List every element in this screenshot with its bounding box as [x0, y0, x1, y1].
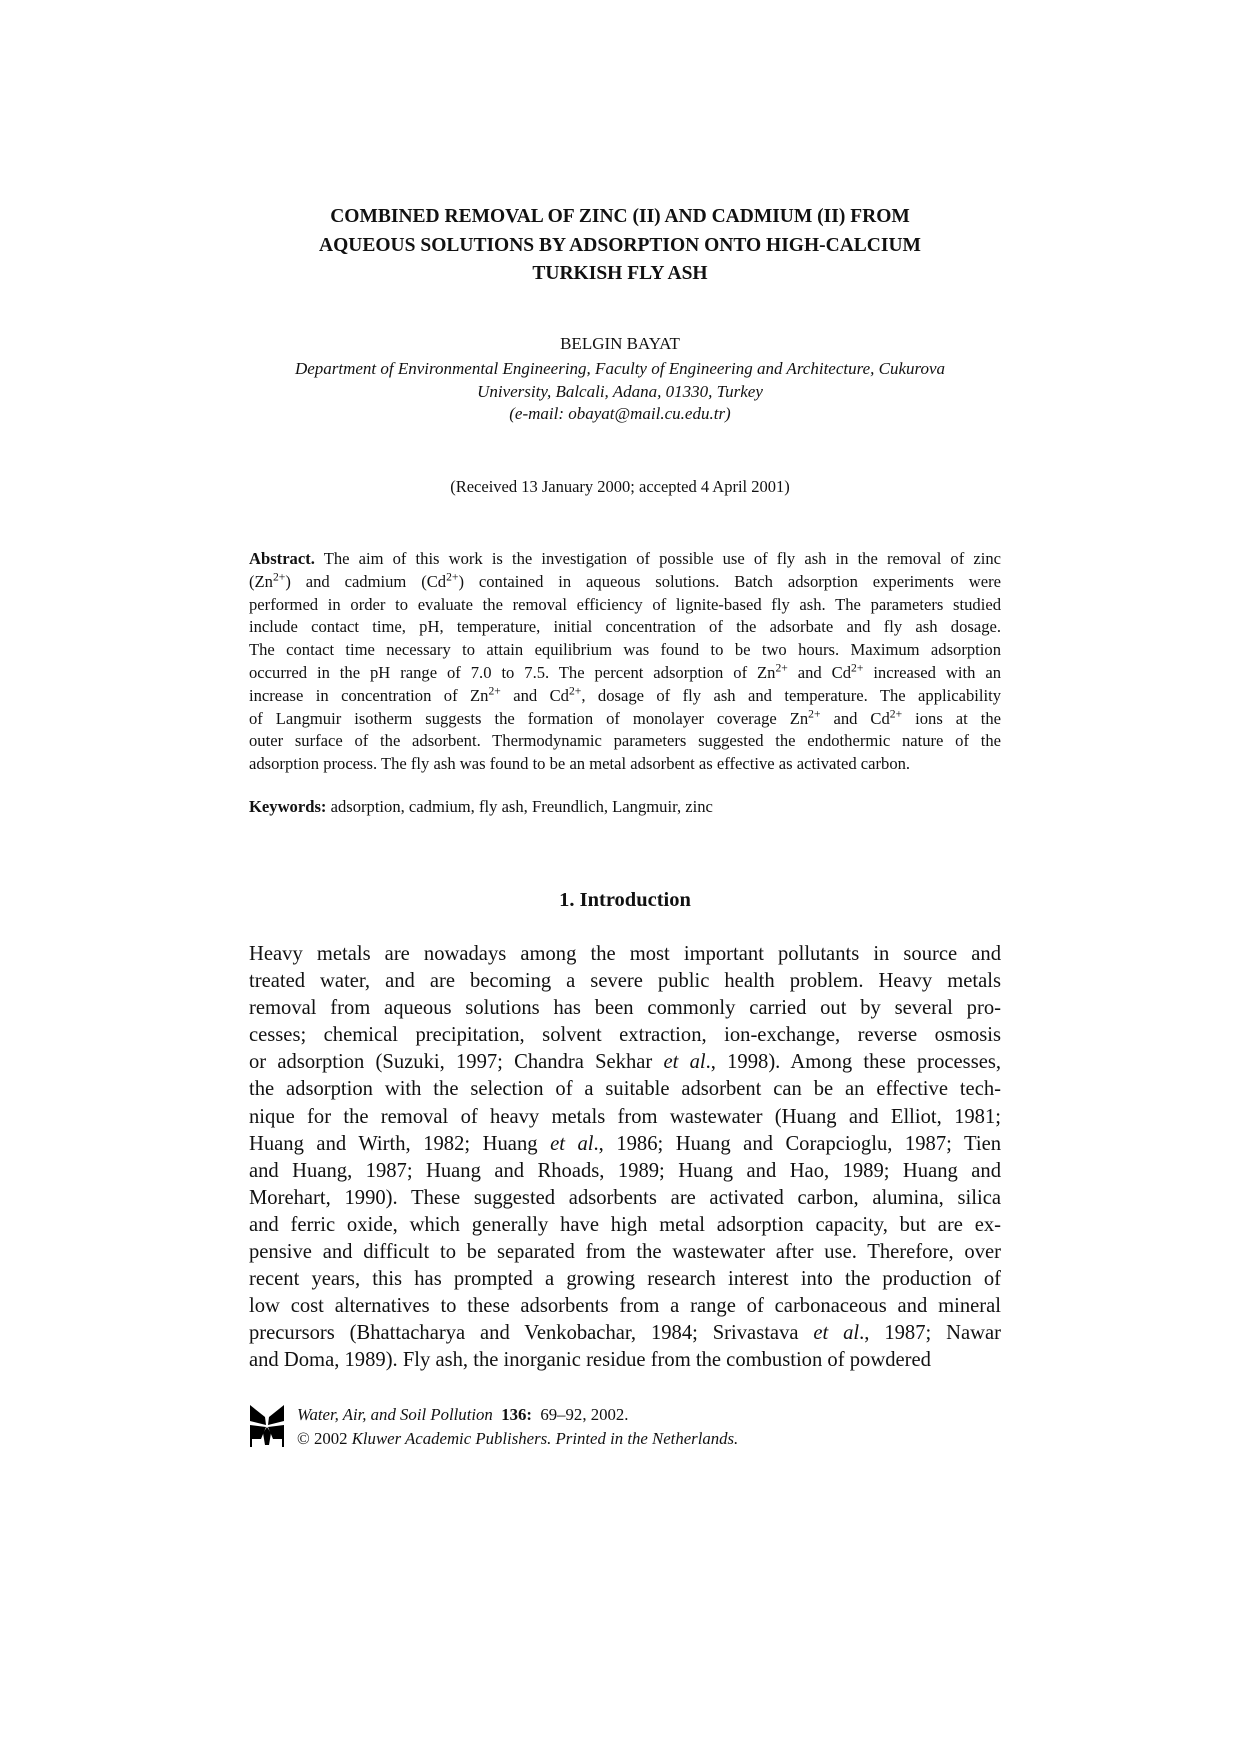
keywords [249, 797, 1001, 817]
abstract-line: increase in concentration of $Zn^{2+}$ and $Cd^{2+}$, dosage of fly ash and temperature. The applicability [249, 684, 1002, 705]
body-line: cesses; chemical precipitation, solvent extraction, ion-exchange, reverse osmosis [249, 1024, 1001, 1047]
abstract-line: include contact time, pH, temperature, initial concentration of the adsorbate and fly ash dosage. [249, 617, 1001, 637]
abstract-line: performed in order to evaluate the removal efficiency of lignite-based fly ash. The parameters studied [249, 594, 1001, 614]
body-line: and Doma, 1989). Fly ash, the inorganic residue from the combustion of powdered [249, 1349, 931, 1372]
citation [297, 1403, 738, 1451]
affiliation-line: University, Balcali, Adana, 01330, Turkey [477, 381, 763, 401]
body-line: precursors (Bhattacharya and Venkobachar, 1984; Srivastava et al., 1987; Nawar [249, 1322, 1001, 1345]
body-line: and ferric oxide, which generally have high metal adsorption capacity, but are ex- [249, 1213, 1001, 1236]
abstract-label: Abstract. [249, 549, 315, 568]
body-line: pensive and difficult to be separated from the wastewater after use. Therefore, over [249, 1241, 1001, 1264]
title-line: TURKISH FLY ASH [532, 263, 708, 284]
body-line: the adsorption with the selection of a suitable adsorbent can be an effective tech- [249, 1078, 1001, 1101]
body-line: treated water, and are becoming a severe public health problem. Heavy metals [249, 970, 1001, 993]
abstract-line: The contact time necessary to attain equilibrium was found to be two hours. Maximum adsorption [249, 640, 1001, 660]
body-line: low cost alternatives to these adsorbents from a range of carbonaceous and mineral [249, 1295, 1001, 1318]
abstract-line: of Langmuir isotherm suggests the formation of monolayer coverage $Zn^{2+}$ and $Cd^{2+}$ ions at the [249, 707, 1001, 728]
section-heading: 1. Introduction [559, 889, 691, 911]
abstract-line: $(Zn^{2+})$ and cadmium $(Cd^{2+})$ contained in aqueous solutions. Batch adsorption experiments were [249, 570, 1001, 591]
body-line: Heavy metals are nowadays among the most important pollutants in source and [249, 943, 1001, 965]
journal-name: Water, Air, and Soil Pollution [297, 1405, 493, 1424]
affiliation [200, 358, 1040, 426]
body-line: Morehart, 1990). These suggested adsorbents are activated carbon, alumina, silica [249, 1186, 1001, 1209]
email: (e-mail: obayat@mail.cu.edu.tr) [509, 404, 731, 423]
body-line: or adsorption (Suzuki, 1997; Chandra Sekhar et al., 1998). Among these processes, [249, 1051, 1002, 1074]
body-line: and Huang, 1987; Huang and Rhoads, 1989; Huang and Hao, 1989; Huang and [249, 1159, 1001, 1182]
volume: 136: [501, 1405, 532, 1424]
body-line: recent years, this has prompted a growing research interest into the production of [249, 1268, 1001, 1291]
abstract-line: occurred in the pH range of 7.0 to 7.5. The percent adsorption of $Zn^{2+}$ and $Cd^{2+}$ increased with an [249, 661, 1001, 682]
body-line: nique for the removal of heavy metals from wastewater (Huang and Elliot, 1981; [249, 1105, 1001, 1128]
body-text [249, 941, 1001, 1375]
body-line: Huang and Wirth, 1982; Huang et al., 1986; Huang and Corapcioglu, 1987; Tien [249, 1132, 1002, 1155]
publisher: Kluwer Academic Publishers. Printed in the Netherlands. [351, 1429, 739, 1448]
abstract-line: adsorption process. The fly ash was found to be an metal adsorbent as effective as activated carbon. [249, 754, 911, 774]
keywords-label: Keywords: [249, 797, 327, 816]
author: BELGIN BAYAT [560, 334, 680, 353]
keywords-text: adsorption, cadmium, fly ash, Freundlich, Langmuir, zinc [326, 797, 713, 816]
paper-title [200, 203, 1040, 289]
pages: 69–92, 2002. [540, 1405, 629, 1424]
copyright: © 2002 [297, 1429, 352, 1448]
abstract-line: Abstract. The aim of this work is the investigation of possible use of fly ash in the removal of zinc [249, 549, 1001, 568]
affiliation-line: Department of Environmental Engineering, Faculty of Engineering and Architecture, Cukurova [294, 359, 946, 378]
body-line: removal from aqueous solutions has been commonly carried out by several pro- [249, 997, 1001, 1020]
title-line: COMBINED REMOVAL OF ZINC (II) AND CADMIUM (II) FROM [330, 206, 910, 227]
title-line: AQUEOUS SOLUTIONS BY ADSORPTION ONTO HIGH-CALCIUM [319, 234, 921, 256]
abstract-line: outer surface of the adsorbent. Thermodynamic parameters suggested the endothermic nature of the [249, 731, 1001, 751]
abstract [249, 548, 1001, 776]
kluwer-logo-icon [249, 1403, 285, 1447]
received-dates: (Received 13 January 2000; accepted 4 April 2001) [450, 477, 790, 496]
